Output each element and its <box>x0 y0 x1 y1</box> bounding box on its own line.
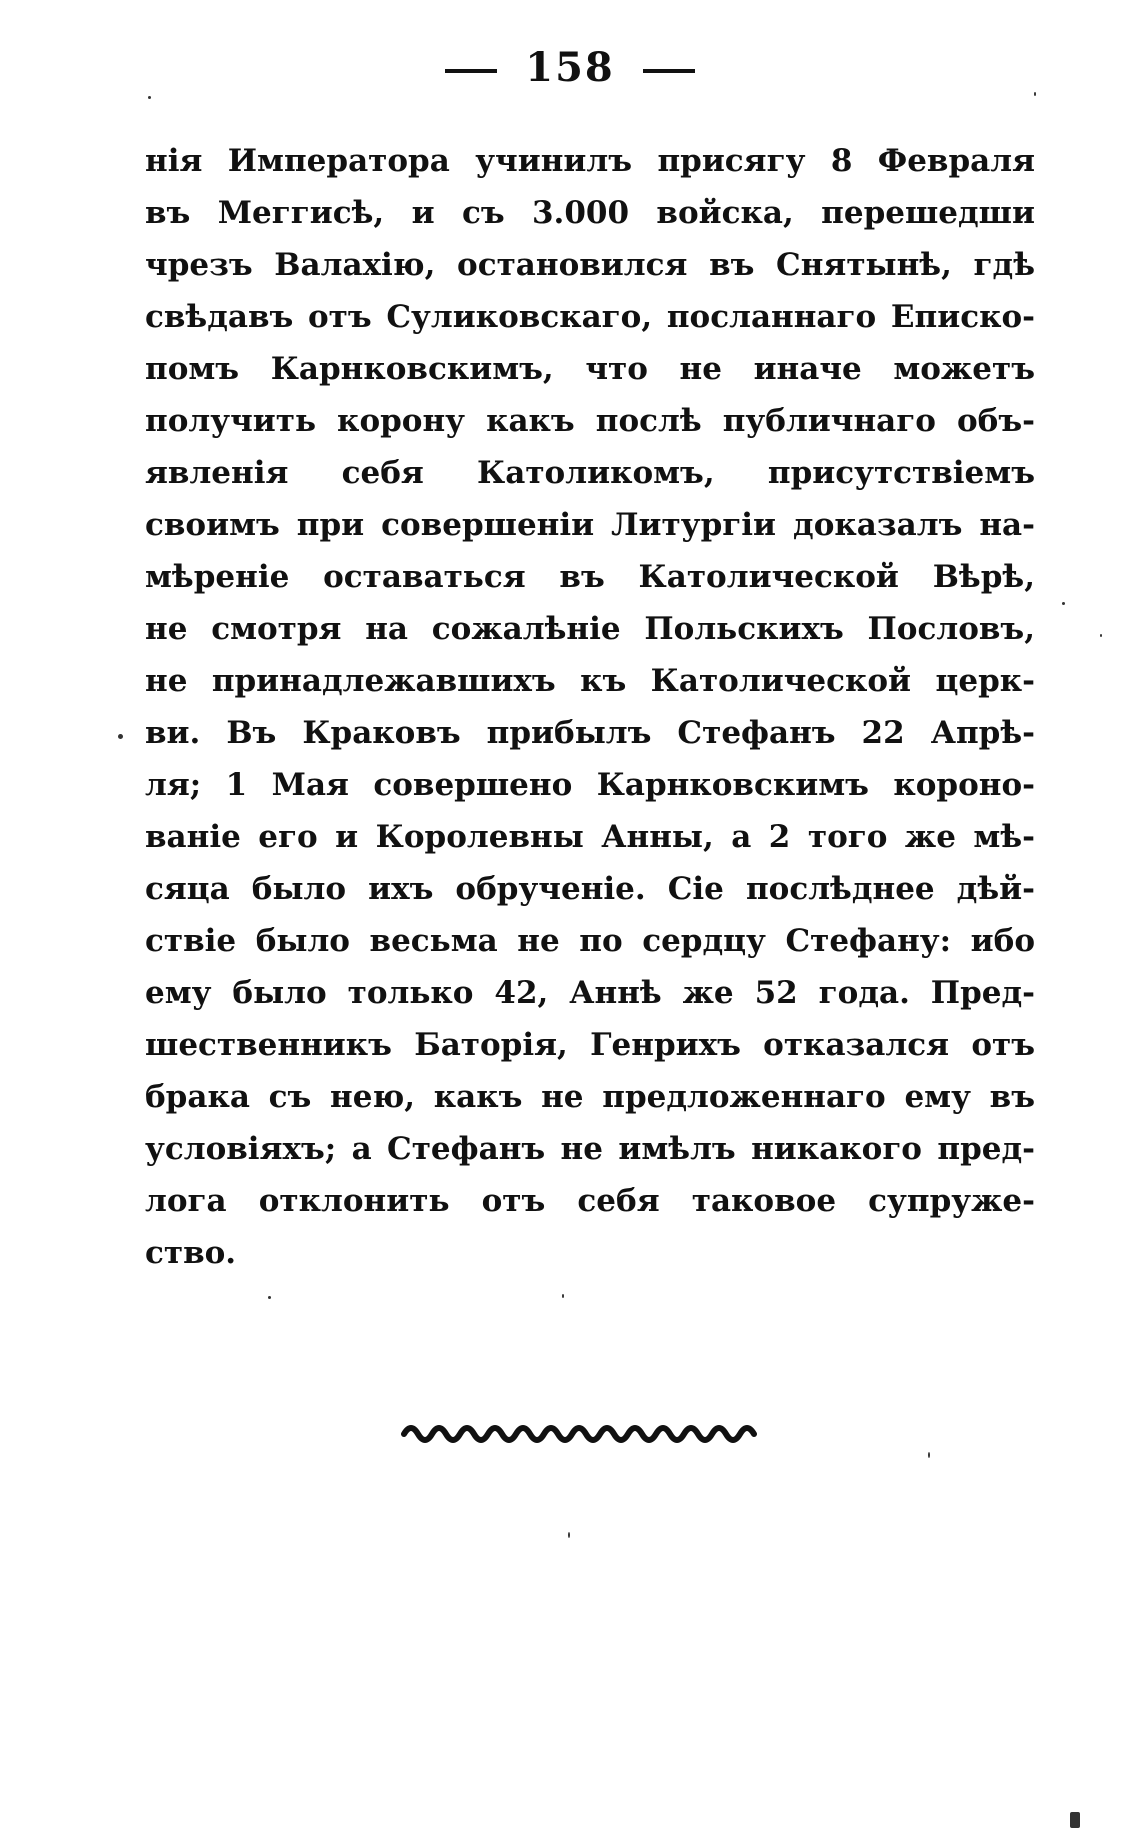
text-line: сяца было ихъ обрученіе. Сіе послѣднее дѣй- <box>145 871 1035 907</box>
paper-speck <box>1100 634 1102 637</box>
paper-speck <box>928 1452 930 1458</box>
paper-speck <box>1034 92 1036 96</box>
paper-speck <box>1062 602 1065 605</box>
text-line-last: ство. <box>145 1235 237 1271</box>
text-line: не смотря на сожалѣніе Польскихъ Пословъ, <box>145 611 1035 647</box>
text-line: условіяхъ; а Стефанъ не имѣлъ никакого пред- <box>145 1131 1035 1167</box>
paper-speck <box>148 96 151 99</box>
text-line: не принадлежавшихъ къ Католической церк- <box>145 663 1035 699</box>
wavy-line-ornament-icon <box>400 1418 760 1444</box>
text-line: ви. Въ Краковъ прибылъ Стефанъ 22 Апрѣ- <box>145 715 1035 751</box>
text-line: явленія себя Католикомъ, присутствіемъ <box>145 455 1035 491</box>
paper-speck <box>118 734 123 739</box>
text-line: своимъ при совершеніи Литургіи доказалъ на- <box>145 507 1035 543</box>
header-dash-right <box>643 69 695 73</box>
header-dash-left <box>445 69 497 73</box>
page-number: 158 <box>525 44 615 91</box>
text-line: помъ Карнковскимъ, что не иначе можетъ <box>145 351 1035 387</box>
paper-speck <box>562 1294 564 1298</box>
text-line: ему было только 42, Аннѣ же 52 года. Пред- <box>145 975 1035 1011</box>
text-line: шественникъ Баторія, Генрихъ отказался отъ <box>145 1027 1035 1063</box>
text-line: ваніе его и Королевны Анны, а 2 того же мѣ- <box>145 819 1035 855</box>
text-line: мѣреніе оставаться въ Католической Вѣрѣ, <box>145 559 1035 595</box>
text-line: свѣдавъ отъ Суликовскаго, посланнаго Еписко- <box>145 299 1035 335</box>
text-line: нія Императора учинилъ присягу 8 Февраля <box>145 143 1035 179</box>
paper-speck <box>268 1296 271 1299</box>
text-line: ствіе было весьма не по сердцу Стефану: ибо <box>145 923 1035 959</box>
text-line: чрезъ Валахію, остановился въ Снятынѣ, гдѣ <box>145 247 1035 283</box>
paper-speck <box>568 1532 570 1538</box>
text-line: получить корону какъ послѣ публичнаго объ- <box>145 403 1035 439</box>
body-text <box>145 135 1035 1279</box>
text-line: лога отклонить отъ себя таковое супруже- <box>145 1183 1035 1219</box>
text-line: въ Меггисѣ, и съ 3.000 войска, перешедши <box>145 195 1035 231</box>
page-header <box>0 44 1140 91</box>
paper-speck <box>1070 1812 1080 1828</box>
text-line: брака съ нею, какъ не предложеннаго ему въ <box>145 1079 1035 1115</box>
text-line: ля; 1 Мая совершено Карнковскимъ короно- <box>145 767 1035 803</box>
